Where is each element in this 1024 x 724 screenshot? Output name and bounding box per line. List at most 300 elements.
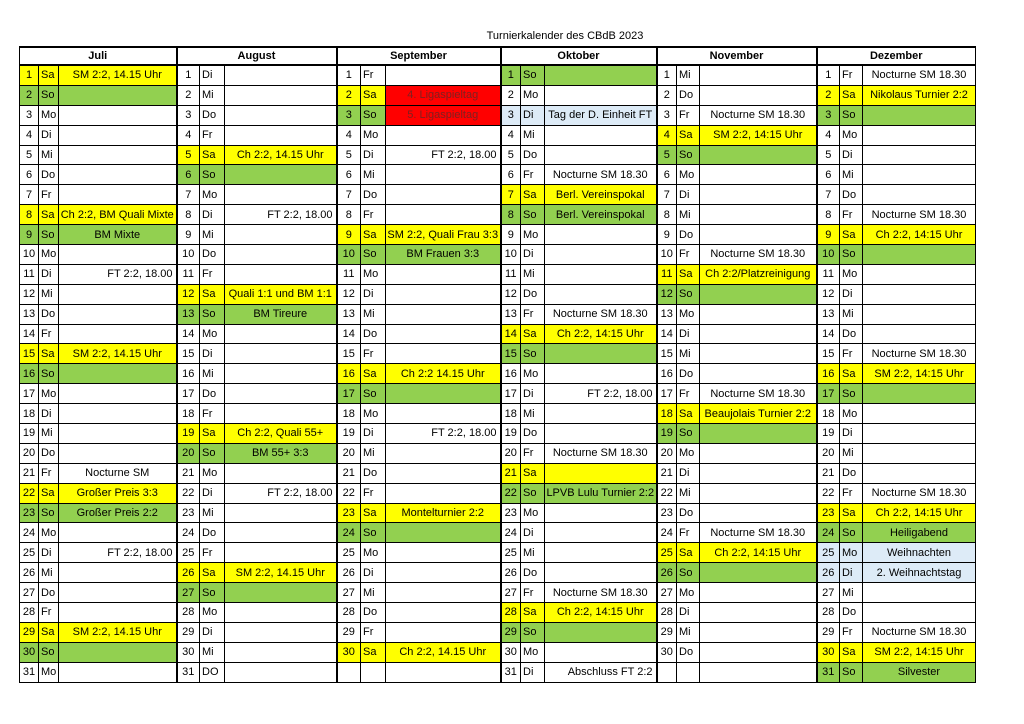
weekday-cell: Sa: [361, 503, 386, 523]
day-number-cell: 29: [337, 622, 361, 642]
day-number-cell: 29: [657, 622, 677, 642]
day-number-cell: 10: [501, 245, 521, 265]
weekday-cell: So: [521, 483, 545, 503]
day-row: [20, 642, 976, 662]
day-number-cell: 16: [817, 364, 840, 384]
weekday-cell: Di: [361, 145, 386, 165]
day-number-cell: 6: [337, 165, 361, 185]
weekday-cell: Sa: [840, 225, 863, 245]
event-cell: [386, 463, 501, 483]
day-number-cell: 18: [177, 404, 200, 424]
event-cell: Nocturne SM 18.30: [545, 583, 657, 603]
event-cell: [225, 543, 337, 563]
weekday-cell: So: [200, 165, 225, 185]
weekday-cell: Sa: [39, 344, 59, 364]
weekday-cell: Do: [521, 563, 545, 583]
day-number-cell: 12: [501, 284, 521, 304]
event-cell: [545, 85, 657, 105]
event-cell: [700, 165, 817, 185]
day-number-cell: 29: [501, 622, 521, 642]
month-header-5: Dezember: [817, 47, 976, 65]
day-number-cell: 21: [657, 463, 677, 483]
weekday-cell: Do: [200, 105, 225, 125]
event-cell: [545, 245, 657, 265]
day-number-cell: 13: [657, 304, 677, 324]
weekday-cell: Sa: [361, 364, 386, 384]
event-cell: [700, 443, 817, 463]
event-cell: [59, 85, 177, 105]
event-cell: Nocturne SM 18.30: [545, 165, 657, 185]
event-cell: [545, 523, 657, 543]
event-cell: BM 55+ 3:3: [225, 443, 337, 463]
event-cell: [700, 324, 817, 344]
day-number-cell: 10: [337, 245, 361, 265]
event-cell: LPVB Lulu Turnier 2:2: [545, 483, 657, 503]
weekday-cell: Di: [39, 264, 59, 284]
day-number-cell: 19: [337, 424, 361, 444]
weekday-cell: Sa: [677, 543, 700, 563]
day-row: [20, 503, 976, 523]
day-row: [20, 622, 976, 642]
day-number-cell: 27: [657, 583, 677, 603]
day-number-cell: 18: [657, 404, 677, 424]
day-number-cell: 13: [337, 304, 361, 324]
weekday-cell: [361, 662, 386, 682]
event-cell: BM Mixte: [59, 225, 177, 245]
weekday-cell: So: [200, 583, 225, 603]
weekday-cell: Sa: [521, 463, 545, 483]
weekday-cell: So: [521, 344, 545, 364]
event-cell: [863, 424, 976, 444]
event-cell: [225, 125, 337, 145]
event-cell: Nocturne SM 18.30: [700, 523, 817, 543]
event-cell: [545, 344, 657, 364]
day-number-cell: 22: [817, 483, 840, 503]
event-cell: [700, 642, 817, 662]
event-cell: [225, 662, 337, 682]
day-number-cell: 25: [501, 543, 521, 563]
event-cell: [545, 543, 657, 563]
weekday-cell: So: [840, 523, 863, 543]
event-cell: Berl. Vereinspokal: [545, 205, 657, 225]
day-number-cell: 9: [337, 225, 361, 245]
weekday-cell: Do: [677, 642, 700, 662]
day-row: [20, 165, 976, 185]
day-number-cell: 19: [817, 424, 840, 444]
event-cell: [386, 603, 501, 623]
weekday-cell: Fr: [521, 443, 545, 463]
weekday-cell: Fr: [840, 483, 863, 503]
event-cell: [863, 145, 976, 165]
event-cell: FT 2:2, 18.00: [386, 424, 501, 444]
day-number-cell: 28: [20, 603, 39, 623]
day-number-cell: 16: [657, 364, 677, 384]
event-cell: Nocturne SM 18.30: [700, 105, 817, 125]
weekday-cell: So: [840, 384, 863, 404]
event-cell: [59, 324, 177, 344]
weekday-cell: Di: [200, 65, 225, 85]
event-cell: [545, 284, 657, 304]
day-number-cell: 18: [501, 404, 521, 424]
event-cell: Nocturne SM 18.30: [545, 304, 657, 324]
day-number-cell: 31: [501, 662, 521, 682]
day-number-cell: 30: [501, 642, 521, 662]
day-number-cell: 9: [501, 225, 521, 245]
day-number-cell: 20: [337, 443, 361, 463]
event-cell: [225, 264, 337, 284]
day-number-cell: 26: [20, 563, 39, 583]
event-cell: SM 2:2, 14:15 Uhr: [863, 642, 976, 662]
event-cell: Ch 2:2, 14:15 Uhr: [863, 225, 976, 245]
event-cell: [386, 404, 501, 424]
weekday-cell: So: [39, 364, 59, 384]
weekday-cell: Mi: [200, 85, 225, 105]
day-number-cell: 16: [177, 364, 200, 384]
day-number-cell: 3: [817, 105, 840, 125]
event-cell: [700, 662, 817, 682]
weekday-cell: So: [521, 65, 545, 85]
day-number-cell: 1: [177, 65, 200, 85]
day-number-cell: 20: [817, 443, 840, 463]
day-number-cell: 24: [501, 523, 521, 543]
day-row: [20, 443, 976, 463]
day-number-cell: 21: [817, 463, 840, 483]
day-number-cell: 26: [177, 563, 200, 583]
day-number-cell: 18: [337, 404, 361, 424]
event-cell: Nocturne SM 18.30: [863, 65, 976, 85]
day-number-cell: 28: [501, 603, 521, 623]
weekday-cell: Fr: [840, 205, 863, 225]
day-number-cell: 14: [337, 324, 361, 344]
day-number-cell: 17: [337, 384, 361, 404]
weekday-cell: So: [361, 105, 386, 125]
day-number-cell: 9: [177, 225, 200, 245]
weekday-cell: Sa: [361, 225, 386, 245]
event-cell: [863, 165, 976, 185]
event-cell: [545, 424, 657, 444]
day-number-cell: 7: [337, 185, 361, 205]
day-number-cell: 28: [817, 603, 840, 623]
day-number-cell: 8: [501, 205, 521, 225]
day-number-cell: 7: [177, 185, 200, 205]
event-cell: [386, 264, 501, 284]
weekday-cell: Sa: [200, 424, 225, 444]
event-cell: FT 2:2, 18.00: [225, 483, 337, 503]
day-number-cell: 1: [817, 65, 840, 85]
weekday-cell: Sa: [361, 642, 386, 662]
weekday-cell: Fr: [840, 65, 863, 85]
day-number-cell: 7: [501, 185, 521, 205]
weekday-cell: Do: [200, 384, 225, 404]
weekday-cell: Mi: [677, 65, 700, 85]
event-cell: [225, 384, 337, 404]
event-cell: [59, 245, 177, 265]
weekday-cell: Mo: [361, 404, 386, 424]
day-number-cell: 26: [501, 563, 521, 583]
weekday-cell: Sa: [521, 324, 545, 344]
event-cell: Ch 2:2, Quali 55+: [225, 424, 337, 444]
weekday-cell: So: [840, 245, 863, 265]
month-header-row: [20, 47, 976, 65]
day-number-cell: 5: [177, 145, 200, 165]
weekday-cell: Fr: [39, 185, 59, 205]
weekday-cell: Mi: [521, 404, 545, 424]
event-cell: [386, 284, 501, 304]
event-cell: Ch 2:2/Platzreinigung: [700, 264, 817, 284]
event-cell: [700, 463, 817, 483]
weekday-cell: Fr: [521, 583, 545, 603]
day-row: [20, 205, 976, 225]
event-cell: [386, 622, 501, 642]
day-number-cell: 10: [177, 245, 200, 265]
event-cell: [225, 523, 337, 543]
weekday-cell: Do: [39, 165, 59, 185]
event-cell: [59, 603, 177, 623]
weekday-cell: Do: [361, 603, 386, 623]
day-number-cell: 4: [501, 125, 521, 145]
day-number-cell: 16: [20, 364, 39, 384]
weekday-cell: Sa: [200, 145, 225, 165]
day-number-cell: 19: [657, 424, 677, 444]
weekday-cell: Sa: [677, 125, 700, 145]
weekday-cell: Do: [361, 324, 386, 344]
event-cell: Quali 1:1 und BM 1:1: [225, 284, 337, 304]
day-number-cell: 8: [337, 205, 361, 225]
weekday-cell: DO: [200, 662, 225, 682]
weekday-cell: Di: [200, 344, 225, 364]
weekday-cell: Do: [39, 443, 59, 463]
event-cell: [386, 483, 501, 503]
day-number-cell: 5: [817, 145, 840, 165]
event-cell: SM 2:2, Quali Frau 3:3: [386, 225, 501, 245]
weekday-cell: Mo: [361, 264, 386, 284]
day-number-cell: 12: [20, 284, 39, 304]
page-title: Turnierkalender des CBdB 2023: [486, 30, 644, 42]
event-cell: [59, 165, 177, 185]
weekday-cell: Di: [521, 662, 545, 682]
event-cell: [700, 424, 817, 444]
event-cell: [386, 65, 501, 85]
event-cell: 5. Ligaspieltag: [386, 105, 501, 125]
weekday-cell: Mo: [200, 324, 225, 344]
day-row: [20, 245, 976, 265]
day-row: [20, 105, 976, 125]
event-cell: [59, 284, 177, 304]
weekday-cell: Sa: [200, 563, 225, 583]
event-cell: [545, 503, 657, 523]
weekday-cell: Fr: [200, 404, 225, 424]
event-cell: Ch 2:2, 14:15 Uhr: [545, 324, 657, 344]
event-cell: [863, 264, 976, 284]
event-cell: Ch 2:2, 14.15 Uhr: [225, 145, 337, 165]
weekday-cell: Sa: [521, 185, 545, 205]
day-number-cell: 27: [501, 583, 521, 603]
day-number-cell: 11: [20, 264, 39, 284]
day-number-cell: 5: [501, 145, 521, 165]
event-cell: [225, 463, 337, 483]
event-cell: [700, 185, 817, 205]
event-cell: [225, 245, 337, 265]
weekday-cell: So: [677, 424, 700, 444]
weekday-cell: Do: [840, 603, 863, 623]
day-number-cell: 14: [177, 324, 200, 344]
event-cell: 4. Ligaspieltag: [386, 85, 501, 105]
weekday-cell: Di: [200, 622, 225, 642]
event-cell: FT 2:2, 18.00: [545, 384, 657, 404]
day-number-cell: 6: [657, 165, 677, 185]
event-cell: Ch 2:2, BM Quali Mixte: [59, 205, 177, 225]
day-number-cell: 21: [337, 463, 361, 483]
weekday-cell: Mo: [361, 125, 386, 145]
weekday-cell: Fr: [39, 463, 59, 483]
weekday-cell: Do: [840, 185, 863, 205]
weekday-cell: So: [39, 225, 59, 245]
day-number-cell: 12: [817, 284, 840, 304]
event-cell: [386, 344, 501, 364]
day-number-cell: 19: [501, 424, 521, 444]
day-number-cell: 12: [657, 284, 677, 304]
event-cell: Ch 2:2, 14.15 Uhr: [386, 642, 501, 662]
weekday-cell: Mo: [840, 404, 863, 424]
weekday-cell: So: [677, 284, 700, 304]
day-number-cell: 5: [657, 145, 677, 165]
day-number-cell: 22: [20, 483, 39, 503]
day-number-cell: 24: [337, 523, 361, 543]
event-cell: BM Tireure: [225, 304, 337, 324]
event-cell: [386, 125, 501, 145]
day-number-cell: 31: [817, 662, 840, 682]
day-number-cell: 20: [657, 443, 677, 463]
day-number-cell: 17: [657, 384, 677, 404]
day-number-cell: 6: [501, 165, 521, 185]
event-cell: Nikolaus Turnier 2:2: [863, 85, 976, 105]
weekday-cell: Sa: [39, 483, 59, 503]
event-cell: SM 2:2, 14.15 Uhr: [59, 65, 177, 85]
event-cell: Nocturne SM 18.30: [863, 205, 976, 225]
weekday-cell: Fr: [200, 264, 225, 284]
day-number-cell: 7: [657, 185, 677, 205]
weekday-cell: Do: [521, 424, 545, 444]
weekday-cell: So: [39, 503, 59, 523]
event-cell: [225, 185, 337, 205]
event-cell: SM 2:2, 14:15 Uhr: [863, 364, 976, 384]
weekday-cell: So: [677, 563, 700, 583]
day-number-cell: 11: [337, 264, 361, 284]
weekday-cell: Mi: [39, 424, 59, 444]
event-cell: [863, 463, 976, 483]
weekday-cell: Mi: [677, 205, 700, 225]
weekday-cell: So: [361, 245, 386, 265]
day-number-cell: 4: [817, 125, 840, 145]
weekday-cell: Di: [39, 543, 59, 563]
day-row: [20, 463, 976, 483]
weekday-cell: Mi: [200, 364, 225, 384]
day-number-cell: 14: [657, 324, 677, 344]
day-row: [20, 563, 976, 583]
event-cell: [700, 145, 817, 165]
weekday-cell: Fr: [361, 205, 386, 225]
weekday-cell: [677, 662, 700, 682]
weekday-cell: Di: [677, 324, 700, 344]
weekday-cell: So: [840, 105, 863, 125]
weekday-cell: Di: [521, 523, 545, 543]
day-number-cell: 10: [20, 245, 39, 265]
day-number-cell: 17: [817, 384, 840, 404]
weekday-cell: Mo: [521, 364, 545, 384]
day-number-cell: 1: [337, 65, 361, 85]
event-cell: [863, 245, 976, 265]
weekday-cell: Mo: [677, 304, 700, 324]
weekday-cell: So: [521, 622, 545, 642]
weekday-cell: Sa: [840, 364, 863, 384]
event-cell: [700, 563, 817, 583]
day-number-cell: 25: [177, 543, 200, 563]
weekday-cell: Mi: [840, 165, 863, 185]
day-row: [20, 384, 976, 404]
weekday-cell: Do: [39, 304, 59, 324]
event-cell: [59, 105, 177, 125]
weekday-cell: Di: [361, 424, 386, 444]
day-number-cell: 7: [20, 185, 39, 205]
day-number-cell: 31: [20, 662, 39, 682]
weekday-cell: So: [677, 145, 700, 165]
day-number-cell: 15: [501, 344, 521, 364]
day-number-cell: 23: [817, 503, 840, 523]
day-number-cell: [657, 662, 677, 682]
event-cell: [59, 384, 177, 404]
event-cell: [700, 284, 817, 304]
day-number-cell: 25: [20, 543, 39, 563]
day-number-cell: 18: [817, 404, 840, 424]
day-number-cell: 15: [177, 344, 200, 364]
weekday-cell: Di: [200, 483, 225, 503]
event-cell: [59, 145, 177, 165]
weekday-cell: Mi: [677, 622, 700, 642]
weekday-cell: So: [39, 642, 59, 662]
weekday-cell: Mi: [840, 583, 863, 603]
weekday-cell: So: [200, 443, 225, 463]
day-number-cell: 25: [657, 543, 677, 563]
day-number-cell: 10: [817, 245, 840, 265]
weekday-cell: Sa: [361, 85, 386, 105]
day-number-cell: 11: [501, 264, 521, 284]
day-number-cell: 4: [337, 125, 361, 145]
weekday-cell: Mo: [677, 583, 700, 603]
weekday-cell: Mo: [39, 245, 59, 265]
event-cell: [545, 622, 657, 642]
event-cell: SM 2:2, 14.15 Uhr: [59, 344, 177, 364]
weekday-cell: Fr: [200, 543, 225, 563]
day-number-cell: 3: [337, 105, 361, 125]
weekday-cell: Mi: [200, 642, 225, 662]
event-cell: Abschluss FT 2:2: [545, 662, 657, 682]
event-cell: [59, 364, 177, 384]
weekday-cell: Mo: [361, 543, 386, 563]
event-cell: [545, 125, 657, 145]
day-number-cell: 15: [817, 344, 840, 364]
event-cell: Nocturne SM 18.30: [863, 344, 976, 364]
event-cell: [863, 185, 976, 205]
day-number-cell: 6: [177, 165, 200, 185]
event-cell: [59, 125, 177, 145]
weekday-cell: Di: [39, 404, 59, 424]
weekday-cell: Di: [840, 424, 863, 444]
weekday-cell: Fr: [361, 344, 386, 364]
event-cell: SM 2:2, 14.15 Uhr: [225, 563, 337, 583]
event-cell: [225, 364, 337, 384]
event-cell: [545, 65, 657, 85]
event-cell: FT 2:2, 18.00: [59, 543, 177, 563]
